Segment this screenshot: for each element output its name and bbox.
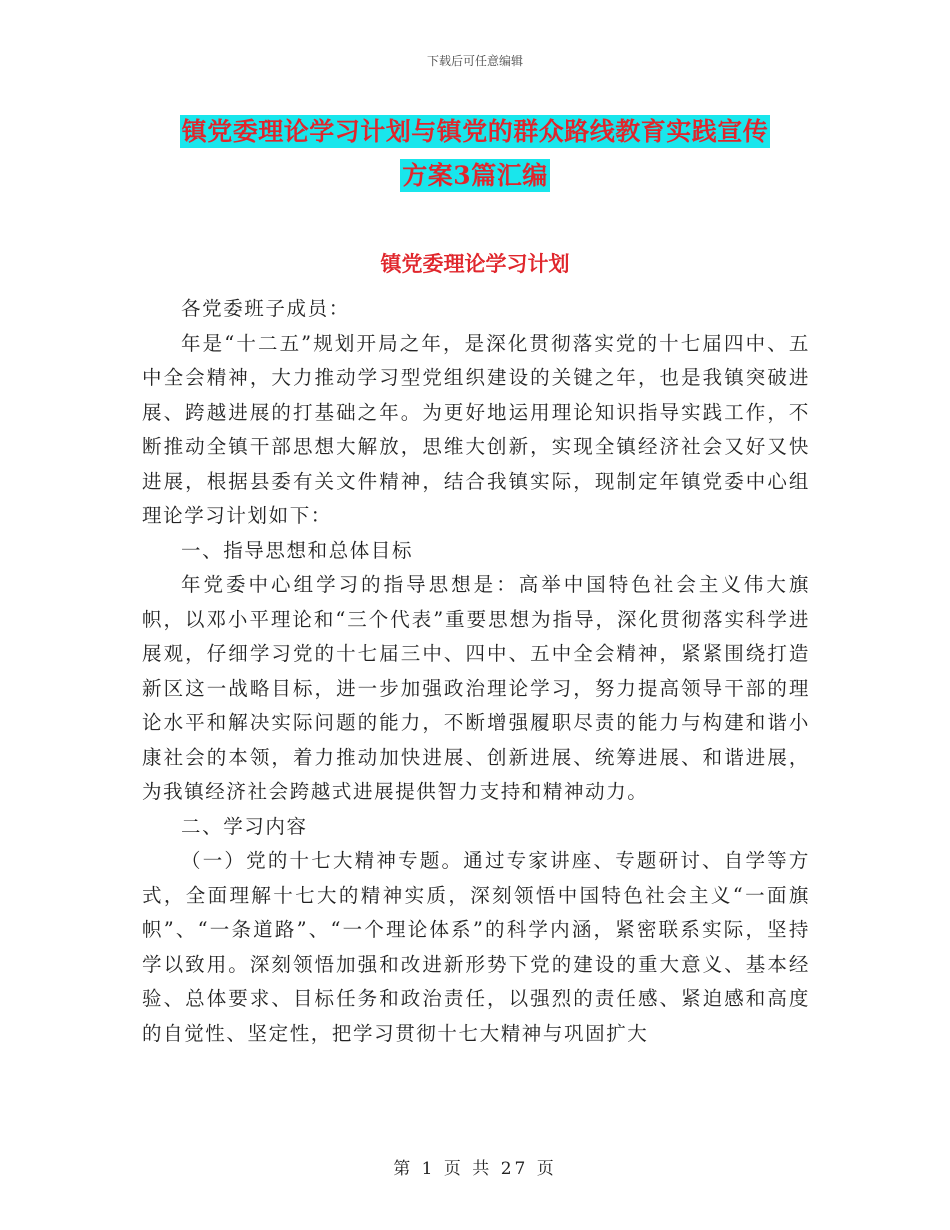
- document-title-line-1: [0, 112, 950, 148]
- page-number: 第 1 页 共 27 页: [393, 1159, 557, 1179]
- title-highlight: 镇党委理论学习计划与镇党的群众路线教育实践宣传: [181, 117, 769, 146]
- title-highlight: 方案3篇汇编: [402, 161, 548, 190]
- content-paragraph: （一）党的十七大精神专题。通过专家讲座、专题研讨、自学等方式，全面理解十七大的精神实质，深刻领悟中国特色社会主义“一面旗帜”、“一条道路”、“一个理论体系”的科学内涵，紧密联系实际，坚持学以致用。深刻领悟加强和改进新形势下党的建设的重大意义、基本经验、总体要求、目标任务和政治责任，以强烈的责任感、紧迫感和高度的自觉性、坚定性，把学习贯彻十七大精神与巩固扩大: [142, 849, 810, 1045]
- header-note: 下载后可任意编辑: [426, 54, 523, 68]
- document-title-line-2: [0, 156, 950, 192]
- guiding-paragraph: 年党委中心组学习的指导思想是：高举中国特色社会主义伟大旗帜，以邓小平理论和“三个代表”重要思想为指导，深化贯彻落实科学进展观，仔细学习党的十七届三中、四中、五中全会精神，紧紧围绕打造新区这一战略目标，进一步加强政治理论学习，努力提高领导干部的理论水平和解决实际问题的能力，不断增强履职尽责的能力与构建和谐小康社会的本领，着力推动加快进展、创新进展、统筹进展、和谐进展，为我镇经济社会跨越式进展提供智力支持和精神动力。: [142, 573, 810, 803]
- document-body: [142, 292, 810, 1051]
- salutation: 各党委班子成员：: [181, 297, 350, 320]
- section-heading: 二、学习内容: [181, 814, 308, 838]
- intro-paragraph: 年是“十二五”规划开局之年，是深化贯彻落实党的十七届四中、五中全会精神，大力推动学习型党组织建设的关键之年，也是我镇突破进展、跨越进展的打基础之年。为更好地运用理论知识指导实践工作，不断推动全镇干部思想大解放，思维大创新，实现全镇经济社会又好又快进展，根据县委有关文件精神，结合我镇实际，现制定年镇党委中心组理论学习计划如下：: [142, 331, 810, 527]
- section-title: 镇党委理论学习计划: [380, 251, 570, 276]
- section-heading: 一、指导思想和总体目标: [181, 538, 414, 562]
